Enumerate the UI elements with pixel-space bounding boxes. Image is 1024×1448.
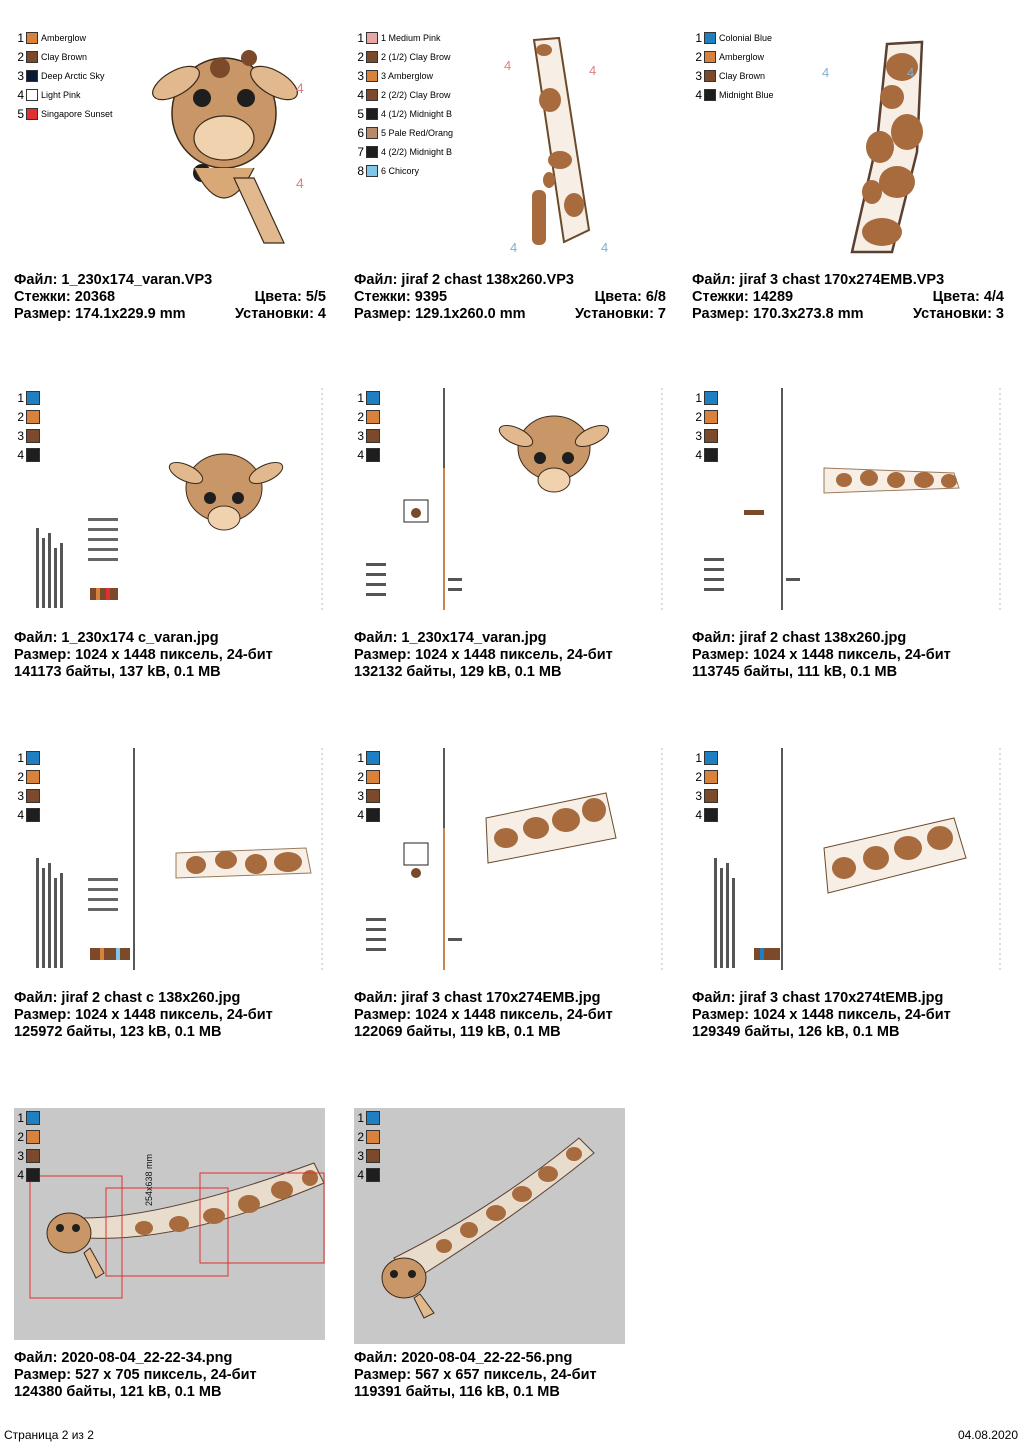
color-legend <box>354 28 453 180</box>
legend-row <box>692 66 774 85</box>
legend-number: 4 <box>17 87 24 102</box>
color-swatch <box>366 89 378 101</box>
legend-row <box>354 1146 380 1165</box>
thread-name: 5 Pale Red/Orang <box>381 127 454 138</box>
sheet-preview-neck3 <box>366 748 666 970</box>
file-name: Файл: jiraf 3 chast 170x274EMB.VP3 <box>692 272 945 288</box>
legend-number: 3 <box>357 68 364 83</box>
stitch-count: Стежки: 20368 <box>14 289 116 305</box>
legend-row <box>14 66 113 85</box>
file-name: Файл: 1_230x174 c_varan.jpg <box>14 630 219 646</box>
legend-number: 3 <box>17 68 24 83</box>
color-swatch <box>26 32 38 44</box>
legend-row <box>354 47 453 66</box>
legend-number: 7 <box>357 144 364 159</box>
thread-name: 6 Chicory <box>381 165 420 176</box>
file-bytes: 113745 байты, 111 kB, 0.1 MB <box>692 664 898 680</box>
image-dimensions: Размер: 567 x 657 пиксель, 24-бит <box>354 1367 597 1383</box>
color-swatch <box>26 1149 40 1163</box>
color-swatch <box>26 1130 40 1144</box>
legend-row <box>354 1127 380 1146</box>
legend-number: 1 <box>17 750 24 765</box>
color-swatch <box>366 1130 380 1144</box>
image-info <box>354 630 613 681</box>
color-swatch <box>366 165 378 177</box>
thread-name: Clay Brown <box>719 70 766 81</box>
file-name: Файл: jiraf 2 chast 138x260.jpg <box>692 630 907 646</box>
file-name: Файл: jiraf 3 chast 170x274EMB.jpg <box>354 990 601 1006</box>
legend-row <box>14 1146 40 1165</box>
thread-name: Light Pink <box>41 89 81 100</box>
legend-number: 3 <box>695 788 702 803</box>
screenshot-full-giraffe <box>354 1108 625 1344</box>
stitch-count: Стежки: 9395 <box>354 289 448 305</box>
color-legend <box>354 1108 380 1184</box>
legend-row <box>354 1165 380 1184</box>
legend-number: 5 <box>17 106 24 121</box>
legend-number: 3 <box>17 788 24 803</box>
thread-name: 1 Medium Pink <box>381 32 441 43</box>
legend-number: 2 <box>695 409 702 424</box>
legend-number: 1 <box>17 1110 24 1125</box>
image-card-7[interactable] <box>14 1108 326 1408</box>
file-name: Файл: 1_230x174_varan.jpg <box>354 630 547 646</box>
legend-number: 3 <box>357 1148 364 1163</box>
image-dimensions: Размер: 1024 x 1448 пиксель, 24-бит <box>692 647 951 663</box>
file-bytes: 129349 байты, 126 kB, 0.1 MB <box>692 1024 900 1040</box>
svg-text:4: 4 <box>822 65 830 80</box>
legend-number: 3 <box>17 1148 24 1163</box>
image-card-1[interactable] <box>14 388 326 688</box>
sheet-preview-neck3-t <box>704 748 1004 970</box>
color-swatch <box>704 70 716 82</box>
thread-name: Amberglow <box>41 32 87 43</box>
sheet-preview-neck2-c <box>26 748 326 970</box>
legend-number: 4 <box>695 87 702 102</box>
legend-number: 2 <box>357 769 364 784</box>
thread-name: Midnight Blue <box>719 89 774 100</box>
legend-row <box>354 66 453 85</box>
setup-count: Установки: 4 <box>235 306 326 322</box>
design-size: Размер: 170.3x273.8 mm <box>692 306 864 322</box>
legend-number: 2 <box>695 49 702 64</box>
thread-name: 4 (1/2) Midnight B <box>381 108 453 119</box>
design-size: Размер: 129.1x260.0 mm <box>354 306 526 322</box>
legend-number: 1 <box>357 750 364 765</box>
design-size: Размер: 174.1x229.9 mm <box>14 306 186 322</box>
legend-row <box>354 1108 380 1127</box>
legend-row <box>692 47 774 66</box>
sheet-preview-head-c <box>26 388 326 610</box>
svg-text:4: 4 <box>510 240 518 255</box>
legend-number: 4 <box>17 447 24 462</box>
thread-name: Deep Arctic Sky <box>41 70 105 81</box>
image-info <box>692 630 951 681</box>
svg-text:4: 4 <box>589 63 597 78</box>
legend-row <box>354 104 453 123</box>
legend-number: 1 <box>17 30 24 45</box>
color-legend <box>692 28 774 104</box>
thread-name: Clay Brown <box>41 51 88 62</box>
legend-number: 2 <box>17 49 24 64</box>
legend-row <box>14 1108 40 1127</box>
screenshot-full-giraffe-hoops <box>14 1108 325 1340</box>
design-info <box>692 272 1004 323</box>
file-bytes: 132132 байты, 129 kB, 0.1 MB <box>354 664 562 680</box>
giraffe-neck-part3-thumbnail <box>822 32 972 267</box>
color-swatch <box>704 32 716 44</box>
color-swatch <box>704 89 716 101</box>
color-swatch <box>26 1111 40 1125</box>
svg-text:4: 4 <box>601 240 609 255</box>
color-swatch <box>26 1168 40 1182</box>
image-card-3[interactable] <box>692 388 1004 688</box>
color-legend <box>14 28 113 123</box>
legend-row <box>354 28 453 47</box>
file-name: Файл: jiraf 2 chast 138x260.VP3 <box>354 272 574 288</box>
legend-row <box>692 85 774 104</box>
file-bytes: 119391 байты, 116 kB, 0.1 MB <box>354 1384 560 1400</box>
color-count: Цвета: 4/4 <box>932 289 1004 305</box>
sheet-preview-neck2 <box>704 388 1004 610</box>
file-bytes: 125972 байты, 123 kB, 0.1 MB <box>14 1024 222 1040</box>
thread-name: Singapore Sunset <box>41 108 113 119</box>
legend-row <box>14 104 113 123</box>
file-bytes: 124380 байты, 121 kB, 0.1 MB <box>14 1384 222 1400</box>
legend-number: 8 <box>357 163 364 178</box>
legend-number: 5 <box>357 106 364 121</box>
image-dimensions: Размер: 1024 x 1448 пиксель, 24-бит <box>692 1007 951 1023</box>
image-dimensions: Размер: 1024 x 1448 пиксель, 24-бит <box>354 1007 613 1023</box>
color-swatch <box>704 51 716 63</box>
thread-name: 2 (1/2) Clay Brow <box>381 51 451 62</box>
image-dimensions: Размер: 1024 x 1448 пиксель, 24-бит <box>354 647 613 663</box>
legend-number: 2 <box>357 49 364 64</box>
image-dimensions: Размер: 1024 x 1448 пиксель, 24-бит <box>14 1007 273 1023</box>
legend-number: 4 <box>357 447 364 462</box>
color-swatch <box>366 1168 380 1182</box>
legend-number: 4 <box>357 1167 364 1182</box>
legend-number: 3 <box>357 788 364 803</box>
file-name: Файл: 2020-08-04_22-22-56.png <box>354 1350 573 1366</box>
legend-number: 1 <box>357 390 364 405</box>
image-info <box>14 990 273 1041</box>
giraffe-neck-part2-thumbnail <box>504 30 624 265</box>
color-count: Цвета: 5/5 <box>254 289 326 305</box>
image-card-2[interactable] <box>354 388 666 688</box>
legend-number: 2 <box>695 769 702 784</box>
legend-number: 2 <box>17 1129 24 1144</box>
file-name: Файл: jiraf 2 chast c 138x260.jpg <box>14 990 241 1006</box>
file-bytes: 141173 байты, 137 kB, 0.1 MB <box>14 664 221 680</box>
color-swatch <box>26 108 38 120</box>
legend-number: 1 <box>695 30 702 45</box>
thread-name: 4 (2/2) Midnight B <box>381 146 453 157</box>
svg-text:4: 4 <box>907 65 915 80</box>
image-info <box>354 1350 597 1401</box>
print-date: 04.08.2020 <box>957 1428 1018 1442</box>
legend-number: 2 <box>357 1129 364 1144</box>
legend-number: 4 <box>695 447 702 462</box>
file-name: Файл: 2020-08-04_22-22-34.png <box>14 1350 233 1366</box>
color-swatch <box>366 146 378 158</box>
page-number: Страница 2 из 2 <box>4 1428 94 1442</box>
design-card-2[interactable] <box>354 28 666 328</box>
thread-name: 2 (2/2) Clay Brow <box>381 89 451 100</box>
setup-count: Установки: 3 <box>913 306 1004 322</box>
legend-number: 2 <box>17 409 24 424</box>
image-info <box>692 990 951 1041</box>
thread-name: 3 Amberglow <box>381 70 434 81</box>
legend-number: 3 <box>695 68 702 83</box>
color-swatch <box>366 1149 380 1163</box>
legend-row <box>14 28 113 47</box>
design-info <box>14 272 326 323</box>
thread-name: Amberglow <box>719 51 765 62</box>
image-dimensions: Размер: 527 x 705 пиксель, 24-бит <box>14 1367 257 1383</box>
legend-number: 2 <box>17 769 24 784</box>
legend-number: 4 <box>357 807 364 822</box>
image-card-5[interactable] <box>354 748 666 1048</box>
setup-count: Установки: 7 <box>575 306 666 322</box>
legend-number: 1 <box>357 30 364 45</box>
legend-number: 1 <box>695 750 702 765</box>
legend-row <box>692 28 774 47</box>
color-legend <box>14 1108 40 1184</box>
file-bytes: 122069 байты, 119 kB, 0.1 MB <box>354 1024 561 1040</box>
svg-text:4: 4 <box>504 58 512 73</box>
design-info <box>354 272 666 323</box>
color-swatch <box>26 70 38 82</box>
color-swatch <box>366 1111 380 1125</box>
thread-name: Colonial Blue <box>719 32 773 43</box>
image-info <box>14 630 273 681</box>
svg-text:4: 4 <box>296 175 304 191</box>
legend-number: 3 <box>357 428 364 443</box>
color-swatch <box>366 70 378 82</box>
legend-number: 2 <box>357 409 364 424</box>
legend-number: 4 <box>695 807 702 822</box>
image-info <box>354 990 613 1041</box>
legend-number: 4 <box>17 807 24 822</box>
legend-row <box>354 161 453 180</box>
stitch-count: Стежки: 14289 <box>692 289 794 305</box>
legend-row <box>354 142 453 161</box>
image-card-4[interactable] <box>14 748 326 1048</box>
legend-number: 3 <box>695 428 702 443</box>
legend-row <box>354 85 453 104</box>
legend-row <box>14 1127 40 1146</box>
legend-number: 4 <box>357 87 364 102</box>
legend-row <box>14 47 113 66</box>
image-info <box>14 1350 257 1401</box>
design-card-1[interactable] <box>14 28 326 328</box>
color-count: Цвета: 6/8 <box>594 289 666 305</box>
image-dimensions: Размер: 1024 x 1448 пиксель, 24-бит <box>14 647 273 663</box>
legend-number: 6 <box>357 125 364 140</box>
giraffe-head-thumbnail <box>124 28 324 258</box>
file-name: Файл: jiraf 3 chast 170x274tEMB.jpg <box>692 990 944 1006</box>
image-card-8[interactable] <box>354 1108 666 1408</box>
file-name: Файл: 1_230x174_varan.VP3 <box>14 272 213 288</box>
legend-number: 1 <box>695 390 702 405</box>
color-swatch <box>26 89 38 101</box>
hoop-size-label: 254x638 mm <box>144 1153 154 1206</box>
design-card-3[interactable] <box>692 28 1004 328</box>
color-swatch <box>366 127 378 139</box>
legend-row <box>14 85 113 104</box>
legend-number: 3 <box>17 428 24 443</box>
legend-number: 1 <box>357 1110 364 1125</box>
image-card-6[interactable] <box>692 748 1004 1048</box>
color-swatch <box>26 51 38 63</box>
color-swatch <box>366 51 378 63</box>
color-swatch <box>366 32 378 44</box>
legend-row <box>354 123 453 142</box>
svg-text:4: 4 <box>296 80 304 96</box>
legend-number: 1 <box>17 390 24 405</box>
color-swatch <box>366 108 378 120</box>
legend-number: 4 <box>17 1167 24 1182</box>
legend-row <box>14 1165 40 1184</box>
sheet-preview-head <box>366 388 666 610</box>
